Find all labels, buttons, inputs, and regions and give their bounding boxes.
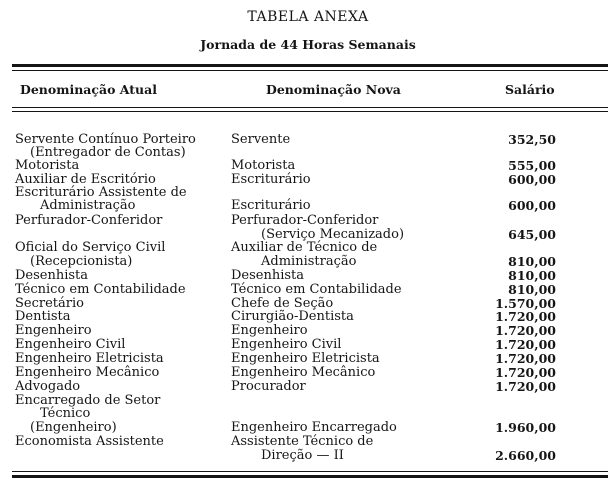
nova-line: Engenheiro Eletricista <box>231 351 380 366</box>
nova-line: Engenheiro Civil <box>231 337 342 352</box>
salario-value: 1.720,00 <box>495 323 556 338</box>
header-salario: Salário <box>505 82 555 97</box>
nova-line: Direção — II <box>261 448 344 463</box>
nova-line: Engenheiro Mecânico <box>231 365 376 380</box>
header-rule-1 <box>12 107 608 108</box>
salario-value: 352,50 <box>508 132 556 147</box>
salario-value: 555,00 <box>508 158 556 173</box>
nova-line: Servente <box>231 132 291 147</box>
atual-line: Secretário <box>15 296 84 311</box>
bottom-rule-thick <box>12 475 608 478</box>
top-rule-thick <box>12 64 608 67</box>
header-denominacao-nova: Denominação Nova <box>266 82 401 97</box>
atual-line: Auxiliar de Escritório <box>15 172 156 187</box>
nova-line: Escriturário <box>231 172 311 187</box>
atual-line: Oficial do Serviço Civil <box>15 240 166 255</box>
nova-line: Técnico em Contabilidade <box>231 282 402 297</box>
atual-line: Técnico <box>40 406 91 421</box>
salario-value: 1.960,00 <box>495 420 556 435</box>
nova-line: Cirurgião-Dentista <box>231 309 354 324</box>
atual-line: Encarregado de Setor <box>15 393 161 408</box>
atual-line: Engenheiro Eletricista <box>15 351 164 366</box>
salario-value: 1.720,00 <box>495 337 556 352</box>
atual-line: (Engenheiro) <box>30 420 117 435</box>
atual-line: Técnico em Contabilidade <box>15 282 186 297</box>
atual-line: Engenheiro <box>15 323 92 338</box>
atual-line: (Recepcionista) <box>30 254 133 269</box>
salario-value: 1.720,00 <box>495 379 556 394</box>
salario-value: 1.720,00 <box>495 309 556 324</box>
atual-line: Engenheiro Mecânico <box>15 365 160 380</box>
nova-line: Administração <box>261 254 357 269</box>
salario-value: 810,00 <box>508 282 556 297</box>
atual-line: Escriturário Assistente de <box>15 185 187 200</box>
salario-value: 810,00 <box>508 268 556 283</box>
table-title: TABELA ANEXA <box>247 9 369 25</box>
atual-line: Servente Contínuo Porteiro <box>15 132 196 147</box>
nova-line: Chefe de Seção <box>231 296 334 311</box>
top-rule-thin <box>12 70 608 71</box>
nova-line: Motorista <box>231 158 296 173</box>
salario-value: 2.660,00 <box>495 448 556 463</box>
nova-line: Desenhista <box>231 268 305 283</box>
salario-value: 1.570,00 <box>495 296 556 311</box>
salario-value: 600,00 <box>508 172 556 187</box>
header-rule-2 <box>12 111 608 112</box>
atual-line: Desenhista <box>15 268 89 283</box>
nova-line: Engenheiro <box>231 323 308 338</box>
atual-line: Dentista <box>15 309 71 324</box>
nova-line: Auxiliar de Técnico de <box>231 240 378 255</box>
atual-line: Advogado <box>15 379 81 394</box>
nova-line: Escriturário <box>231 198 311 213</box>
atual-line: Engenheiro Civil <box>15 337 126 352</box>
nova-line: Procurador <box>231 379 306 394</box>
nova-line: Engenheiro Encarregado <box>231 420 397 435</box>
atual-line: (Entregador de Contas) <box>30 145 186 160</box>
bottom-rule-thin <box>12 471 608 472</box>
salario-value: 1.720,00 <box>495 351 556 366</box>
salario-value: 810,00 <box>508 254 556 269</box>
atual-line: Administração <box>40 198 136 213</box>
salario-value: 600,00 <box>508 198 556 213</box>
atual-line: Perfurador-Conferidor <box>15 213 163 228</box>
salario-value: 645,00 <box>508 227 556 242</box>
nova-line: Perfurador-Conferidor <box>231 213 379 228</box>
salario-value: 1.720,00 <box>495 365 556 380</box>
header-denominacao-atual: Denominação Atual <box>20 82 157 97</box>
atual-line: Economista Assistente <box>15 434 164 449</box>
atual-line: Motorista <box>15 158 80 173</box>
nova-line: Assistente Técnico de <box>231 434 374 449</box>
nova-line: (Serviço Mecanizado) <box>261 227 405 242</box>
table-subtitle: Jornada de 44 Horas Semanais <box>200 37 416 52</box>
